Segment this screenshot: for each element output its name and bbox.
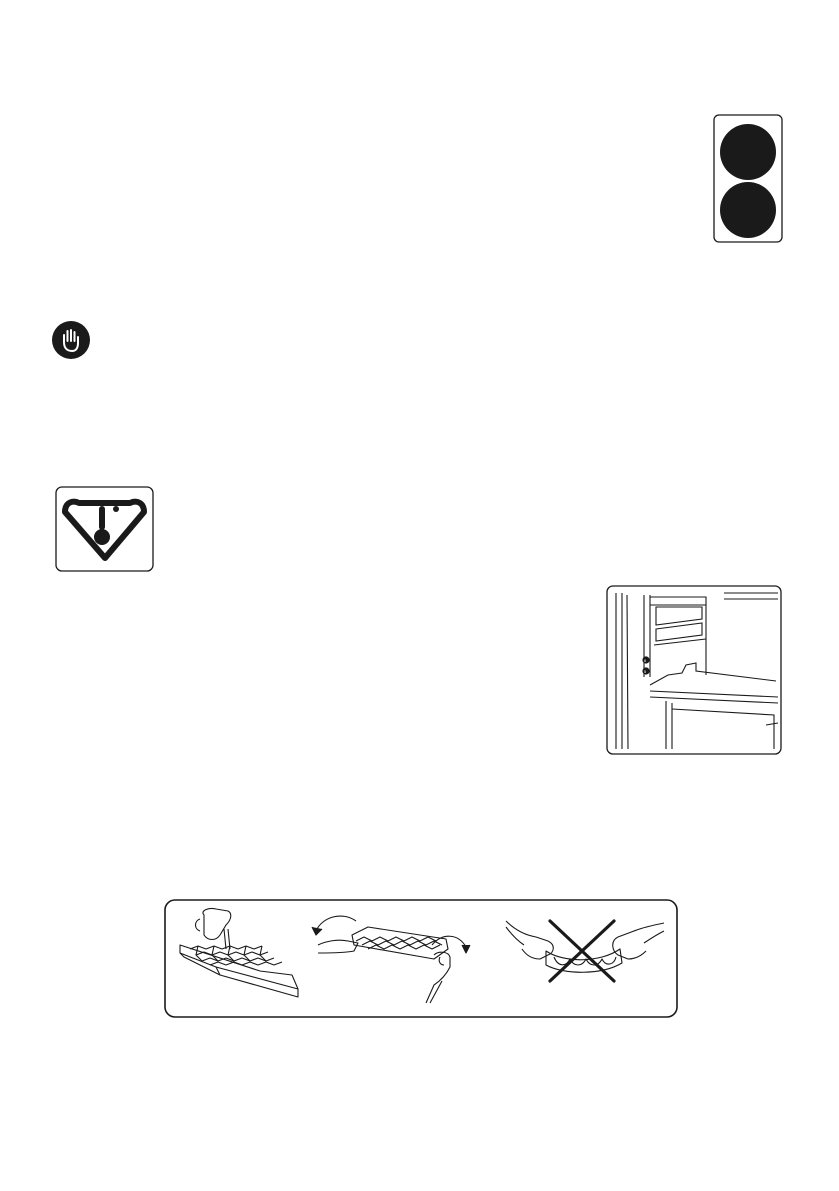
stop-hand-icon	[51, 320, 91, 360]
shelf-marker-bottom: 5	[644, 669, 647, 674]
shelf-marker-top: 6	[644, 658, 647, 663]
fill-ice-tray-illustration	[176, 905, 300, 1005]
freezer-compartment-illustration	[606, 585, 782, 755]
indicator-lights-icon	[713, 114, 783, 243]
twist-ice-tray-illustration	[308, 905, 474, 1005]
temperature-warning-icon	[55, 486, 154, 572]
do-not-bend-ice-tray-illustration	[504, 905, 666, 1005]
